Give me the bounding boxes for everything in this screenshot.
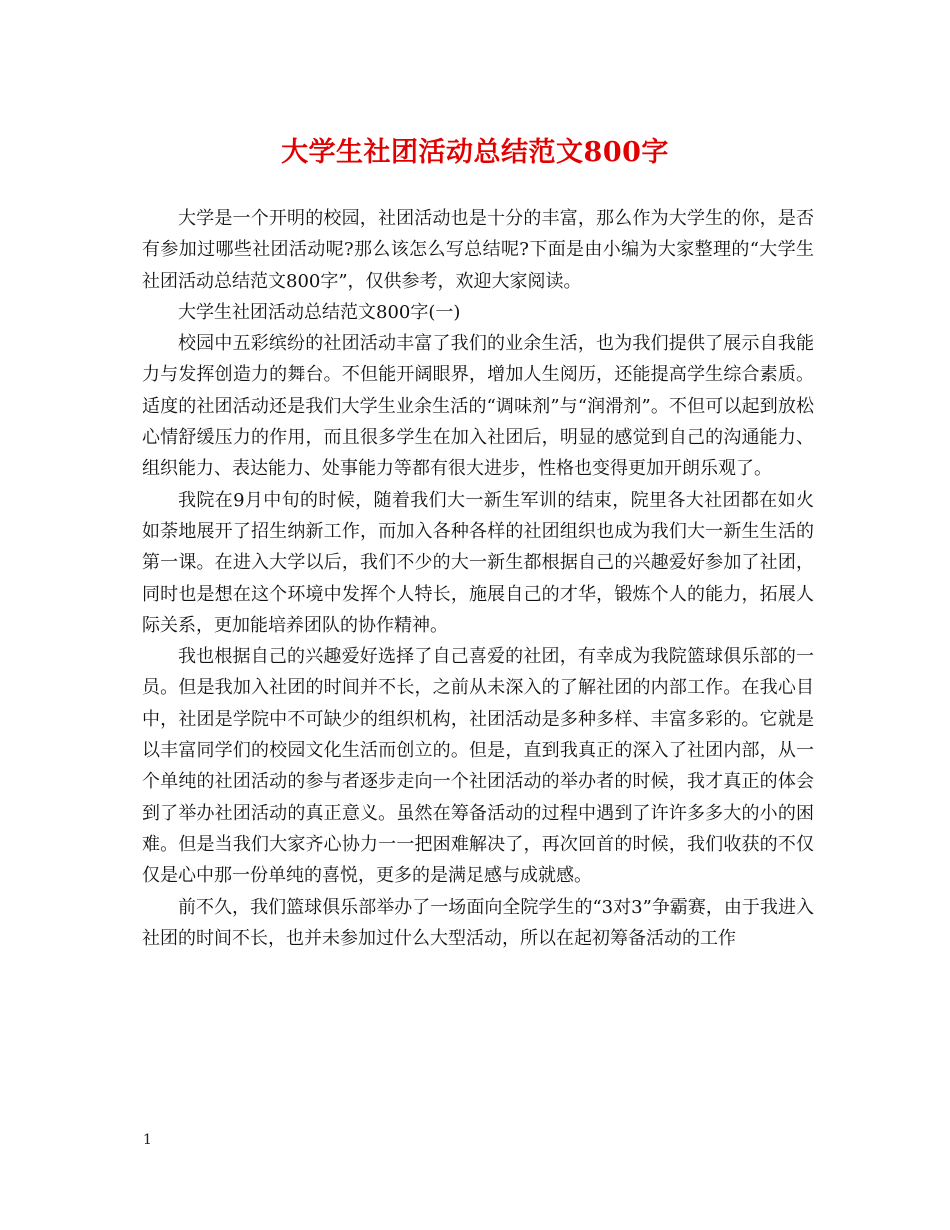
document-body: [142, 203, 814, 954]
paragraph: 前不久，我们篮球俱乐部举办了一场面向全院学生的“3对3”争霸赛，由于我进入社团的时间不长，也并未参加过什么大型活动，所以在起初筹备活动的工作: [142, 896, 814, 949]
document-title: 大学生社团活动总结范文800字: [281, 137, 669, 168]
page-number: 1: [143, 1132, 152, 1148]
paragraph: 我院在9月中旬的时候，随着我们大一新生军训的结束，院里各大社团都在如火如荼地展开了招生纳新工作，而加入各种各样的社团组织也成为我们大一新生生活的第一课。在进入大学以后，我们不少的大一新生都根据自己的兴趣爱好参加了社团，同时也是想在这个环境中发挥个人特长，施展自己的才华，锻炼个人的能力，拓展人际关系，更加能培养团队的协作精神。: [142, 489, 814, 636]
section-heading: 大学生社团活动总结范文800字(一): [178, 301, 461, 323]
paragraph-intro: 大学是一个开明的校园，社团活动也是十分的丰富，那么作为大学生的你，是否有参加过哪些社团活动呢?那么该怎么写总结呢?下面是由小编为大家整理的“大学生社团活动总结范文800字”，仅供参考，欢迎大家阅读。: [142, 208, 814, 292]
paragraph: 校园中五彩缤纷的社团活动丰富了我们的业余生活，也为我们提供了展示自我能力与发挥创造力的舞台。不但能开阔眼界，增加人生阅历，还能提高学生综合素质。适度的社团活动还是我们大学生业余生活的“调味剂”与“润滑剂”。不但可以起到放松心情舒缓压力的作用，而且很多学生在加入社团后，明显的感觉到自己的沟通能力、组织能力、表达能力、处事能力等都有很大进步，性格也变得更加开朗乐观了。: [142, 333, 814, 480]
paragraph: 我也根据自己的兴趣爱好选择了自己喜爱的社团，有幸成为我院篮球俱乐部的一员。但是我加入社团的时间并不长，之前从未深入的了解社团的内部工作。在我心目中，社团是学院中不可缺少的组织机构，社团活动是多种多样、丰富多彩的。它就是以丰富同学们的校园文化生活而创立的。但是，直到我真正的深入了社团内部，从一个单纯的社团活动的参与者逐步走向一个社团活动的举办者的时候，我才真正的体会到了举办社团活动的真正意义。虽然在筹备活动的过程中遇到了许许多多大的小的困难。但是当我们大家齐心协力一一把困难解决了，再次回首的时候，我们收获的不仅仅是心中那一份单纯的喜悦，更多的是满足感与成就感。: [142, 646, 814, 887]
